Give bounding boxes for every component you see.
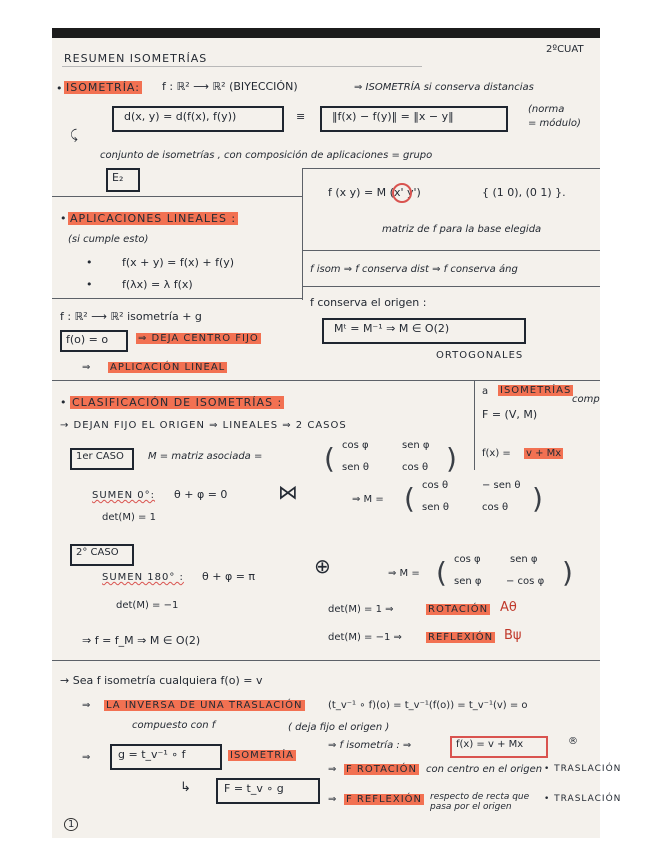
- norm-note-1: (norma: [528, 104, 565, 115]
- curved-arrow-icon: ⤹: [70, 128, 78, 143]
- reflexion-label: REFLEXIÓN: [428, 632, 494, 643]
- divider: [474, 380, 475, 470]
- deja-fijo-label: ( deja fijo el origen ): [288, 722, 390, 733]
- reflexion-detail: respecto de recta que pasa por el origen: [430, 792, 530, 812]
- origin-line: f : ℝ² ⟶ ℝ² isometría + g: [60, 310, 202, 323]
- down-right-arrow-icon: ↳: [180, 780, 191, 795]
- suma180-m22: − cos φ: [506, 576, 545, 587]
- bullet: •: [60, 396, 67, 409]
- bullet: •: [56, 82, 63, 95]
- deja-centro-fijo: ⇒ DEJA CENTRO FIJO: [138, 333, 259, 344]
- suma0-equation: θ + φ = 0: [174, 488, 228, 501]
- divider: [52, 660, 600, 661]
- lineales-title: APLICACIONES LINEALES :: [70, 212, 237, 225]
- clasificacion-line: → DEJAN FIJO EL ORIGEN ⇒ LINEALES ⇒ 2 CASOS: [60, 420, 347, 431]
- g-equation: g = t_v⁻¹ ∘ f: [118, 748, 186, 761]
- isometria-label: ISOMETRÍA:: [66, 81, 140, 94]
- matrix-circle: [392, 183, 412, 203]
- top-binding-band: [52, 28, 600, 38]
- reflection-symbol: Bψ: [504, 628, 522, 643]
- right-paren: ): [446, 442, 457, 475]
- left-paren: (: [404, 482, 415, 515]
- f-rotacion-label: F ROTACIÓN: [346, 764, 418, 775]
- distance-equation: d(x, y) = d(f(x), f(y)): [124, 110, 237, 123]
- equivalence-symbol: ≡: [296, 110, 306, 123]
- star-note: ®: [568, 736, 578, 747]
- caso1-m21: sen θ: [342, 462, 369, 473]
- page-title: RESUMEN ISOMETRÍAS: [64, 52, 208, 65]
- caso1-label: 1er CASO: [76, 451, 124, 462]
- divider: [302, 250, 600, 251]
- homogeneity-rule: f(λx) = λ f(x): [122, 278, 193, 291]
- matrix-note: matriz de f para la base elegida: [382, 224, 542, 235]
- semester-label: 2ºCUAT: [546, 44, 584, 55]
- group-text: conjunto de isometrías , con composición de aplicaciones = grupo: [100, 150, 433, 161]
- arrow-prefix: ⇒: [82, 362, 91, 373]
- caso1-m12: sen φ: [402, 440, 430, 451]
- right-paren: ): [532, 482, 543, 515]
- matrix-equation: f (x y) = M (x' y'): [328, 186, 421, 199]
- arrow-prefix: ⇒: [328, 794, 337, 805]
- fM-equation: ⇒ f = f_M ⇒ M ∈ O(2): [82, 634, 201, 647]
- divider: [302, 168, 303, 300]
- orthogonal-equation: Mᵗ = M⁻¹ ⇒ M ∈ O(2): [334, 322, 450, 335]
- clasificacion-title: CLASIFICACIÓN DE ISOMETRÍAS :: [72, 396, 283, 409]
- general-line: → Sea f isometría cualquiera f(o) = v: [60, 674, 263, 687]
- divider: [52, 298, 302, 299]
- lineales-subtitle: (si cumple esto): [68, 234, 149, 245]
- arrow-prefix: ⇒: [82, 700, 91, 711]
- arrow-prefix: ⇒: [328, 764, 337, 775]
- suma180-equation: θ + φ = π: [202, 570, 256, 583]
- suma0-m11: cos θ: [422, 480, 449, 491]
- bullet: •: [60, 212, 67, 225]
- inversa-label: LA INVERSA DE UNA TRASLACIÓN: [106, 700, 303, 711]
- isometria-tag: ISOMETRÍA: [230, 750, 294, 761]
- conserva-text: f isom ⇒ f conserva dist ⇒ f conserva áng: [310, 264, 518, 275]
- suma0-label: SUMEN 0°:: [92, 490, 156, 501]
- bullet: •: [86, 278, 93, 291]
- suma0-m21: sen θ: [422, 502, 449, 513]
- aplicacion-lineal: APLICACIÓN LINEAL: [110, 362, 226, 373]
- right-box-bullet: a: [482, 386, 489, 397]
- isometria-condition: ⇒ ISOMETRÍA si conserva distancias: [354, 82, 534, 93]
- ref-traslacion: • TRASLACIÓN: [544, 794, 622, 804]
- fiso-text: ⇒ f isometría : ⇒: [328, 740, 412, 751]
- divider: [52, 196, 302, 197]
- det-plus-one: det(M) = 1: [102, 512, 156, 523]
- divider: [302, 168, 600, 169]
- basis-vectors: { (1 0), (0 1) }.: [482, 186, 566, 199]
- left-paren: (: [436, 556, 447, 589]
- norm-note-2: = módulo): [528, 118, 581, 129]
- suma0-m12: − sen θ: [482, 480, 521, 491]
- reflection-diagram-icon: ⊕: [314, 554, 331, 578]
- divider: [302, 286, 600, 287]
- rotacion-detail: con centro en el origen: [426, 764, 543, 775]
- norm-equation: ‖f(x) − f(y)‖ = ‖x − y‖: [332, 110, 454, 123]
- right-box-equation: F = (V, M): [482, 408, 538, 421]
- f-origin-equation: f(o) = o: [66, 333, 109, 346]
- page-number: 1: [64, 818, 78, 831]
- group-symbol: E₂: [112, 171, 124, 184]
- caso2-label: 2° CASO: [76, 547, 119, 558]
- F-equation: F = t_v ∘ g: [224, 782, 284, 795]
- suma180-label: SUMEN 180° :: [102, 572, 184, 583]
- det-positive: det(M) = 1 ⇒: [328, 604, 394, 615]
- f-reflexion-label: F REFLEXIÓN: [346, 794, 422, 805]
- arrow-prefix: ⇒: [82, 752, 91, 763]
- inverse-equation: (t_v⁻¹ ∘ f)(o) = t_v⁻¹(f(o)) = t_v⁻¹(v) = o: [328, 700, 528, 711]
- rotation-symbol: Aθ: [500, 600, 517, 615]
- right-paren: ): [562, 556, 573, 589]
- map-definition: f : ℝ² ⟶ ℝ² (BIYECCIÓN): [162, 80, 298, 93]
- rot-traslacion: • TRASLACIÓN: [544, 764, 622, 774]
- rotacion-label: ROTACIÓN: [428, 604, 489, 615]
- suma180-m21: sen φ: [454, 576, 482, 587]
- title-underline: [62, 66, 422, 67]
- caso1-text: M = matriz asociada =: [148, 451, 263, 462]
- suma180-m12: sen φ: [510, 554, 538, 565]
- notebook-page: [52, 28, 622, 838]
- det-minus-one: det(M) = −1: [116, 600, 179, 611]
- additivity-rule: f(x + y) = f(x) + f(y): [122, 256, 235, 269]
- conserva-origen-text: f conserva el origen :: [310, 296, 427, 309]
- comp-label: comp: [572, 394, 600, 405]
- fiso-equation: f(x) = v + Mx: [456, 739, 524, 750]
- implies-arrow: ⇒ M =: [352, 494, 384, 505]
- right-box-fx: f(x) =: [482, 448, 511, 459]
- det-negative: det(M) = −1 ⇒: [328, 632, 402, 643]
- implies-arrow: ⇒ M =: [388, 568, 420, 579]
- bullet: •: [86, 256, 93, 269]
- caso1-m11: cos φ: [342, 440, 369, 451]
- divider: [52, 380, 600, 381]
- right-box-label: ISOMETRÍAS: [500, 385, 572, 396]
- compuesto-label: compuesto con f: [132, 720, 216, 731]
- left-paren: (: [324, 442, 335, 475]
- right-box-fx-value: v + Mx: [526, 448, 562, 459]
- caso1-m22: cos θ: [402, 462, 429, 473]
- rotation-diagram-icon: ⋈: [278, 480, 298, 504]
- ortogonales-label: ORTOGONALES: [436, 350, 524, 361]
- suma0-m22: cos θ: [482, 502, 509, 513]
- suma180-m11: cos φ: [454, 554, 481, 565]
